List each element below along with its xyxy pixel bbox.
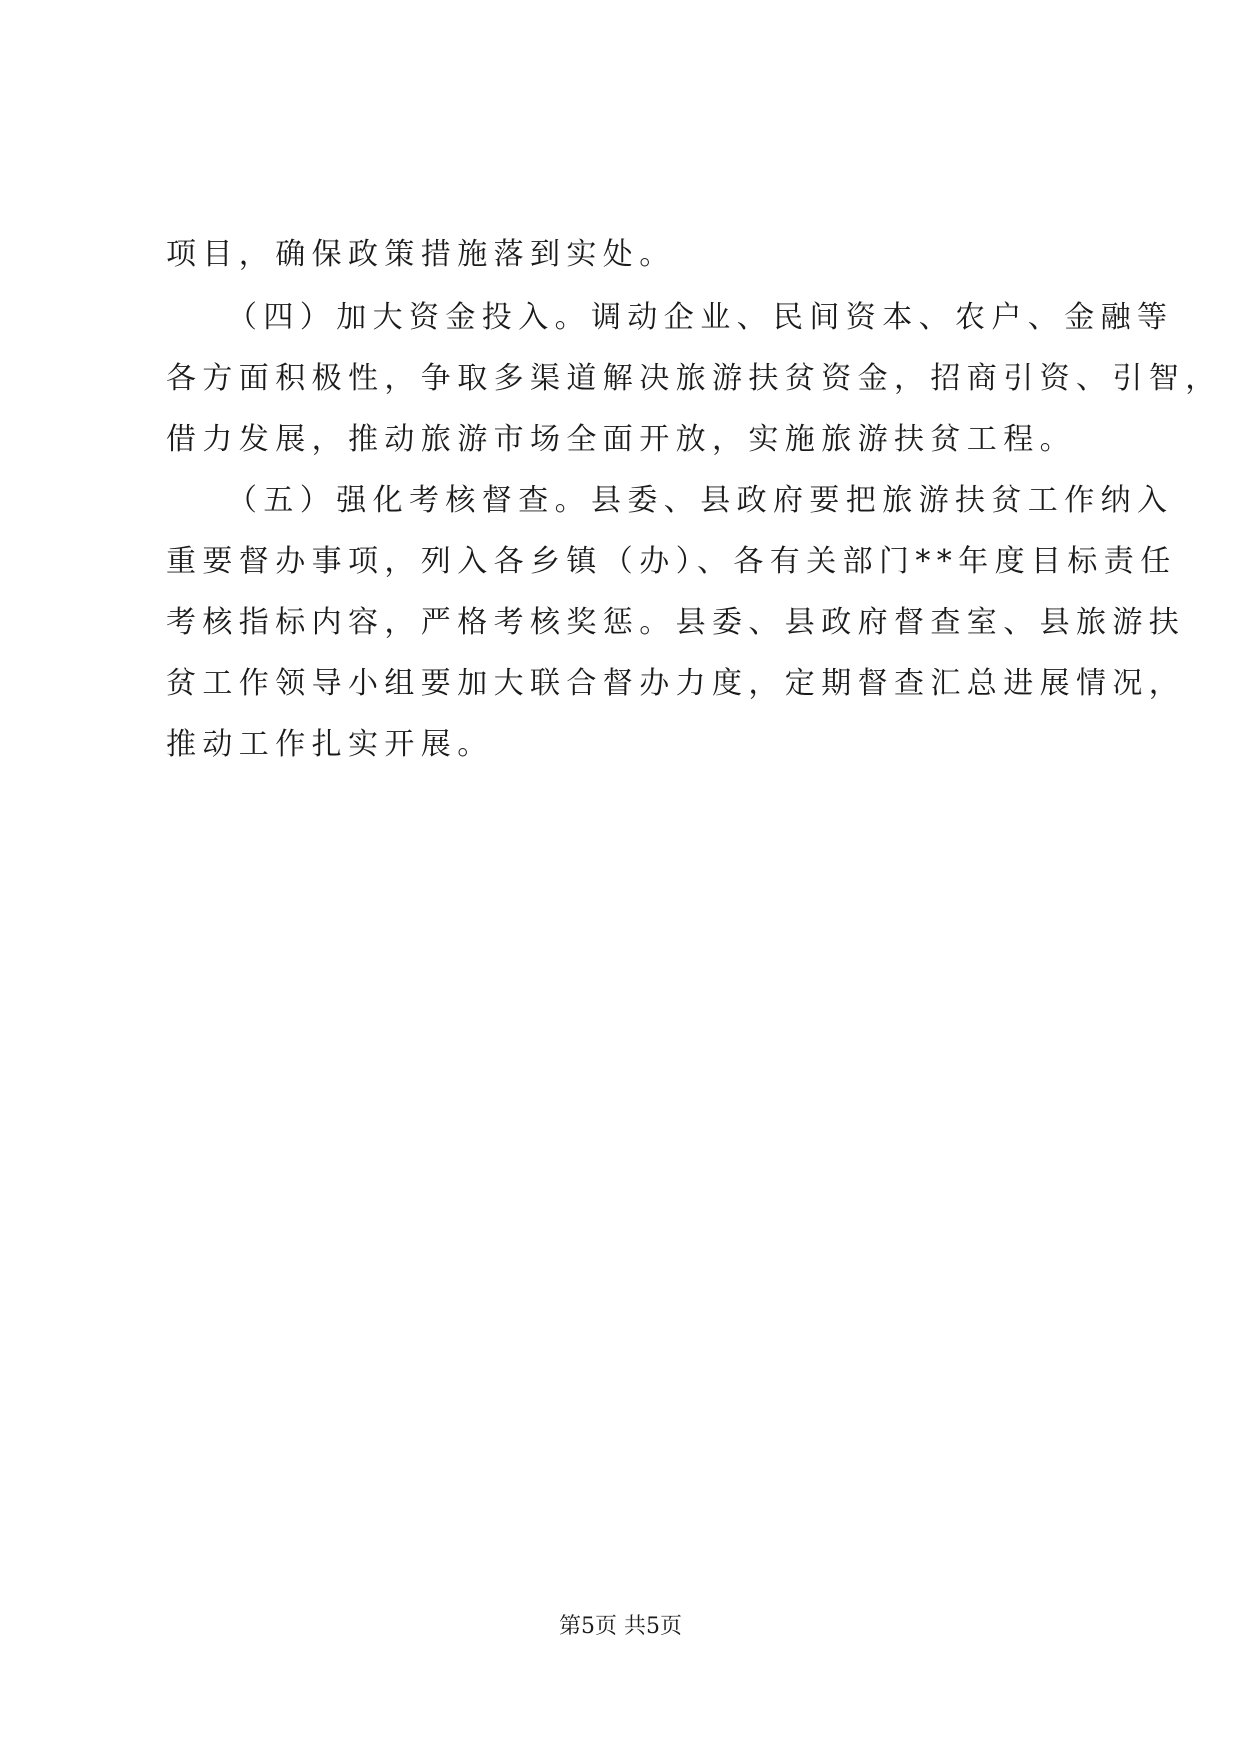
page-number-footer: 第5页 共5页 [559,1614,682,1639]
text-line: 各方面积极性，争取多渠道解决旅游扶贫资金，招商引资、引智， [166,361,1222,396]
text-line: 借力发展，推动旅游市场全面开放，实施旅游扶贫工程。 [166,422,1076,457]
text-line: 推动工作扎实开展。 [166,727,494,762]
text-line: 考核指标内容，严格考核奖惩。县委、县政府督查室、县旅游扶 [166,605,1186,640]
paragraph-5-heading-line: （五）强化考核督查。县委、县政府要把旅游扶贫工作纳入 [227,483,1174,518]
text-line: 重要督办事项，列入各乡镇（办）、各有关部门**年度目标责任 [166,544,1177,579]
text-line: 贫工作领导小组要加大联合督办力度，定期督查汇总进展情况， [166,666,1186,701]
text-line: 项目，确保政策措施落到实处。 [166,237,676,272]
paragraph-4-heading-line: （四）加大资金投入。调动企业、民间资本、农户、金融等 [227,300,1174,335]
